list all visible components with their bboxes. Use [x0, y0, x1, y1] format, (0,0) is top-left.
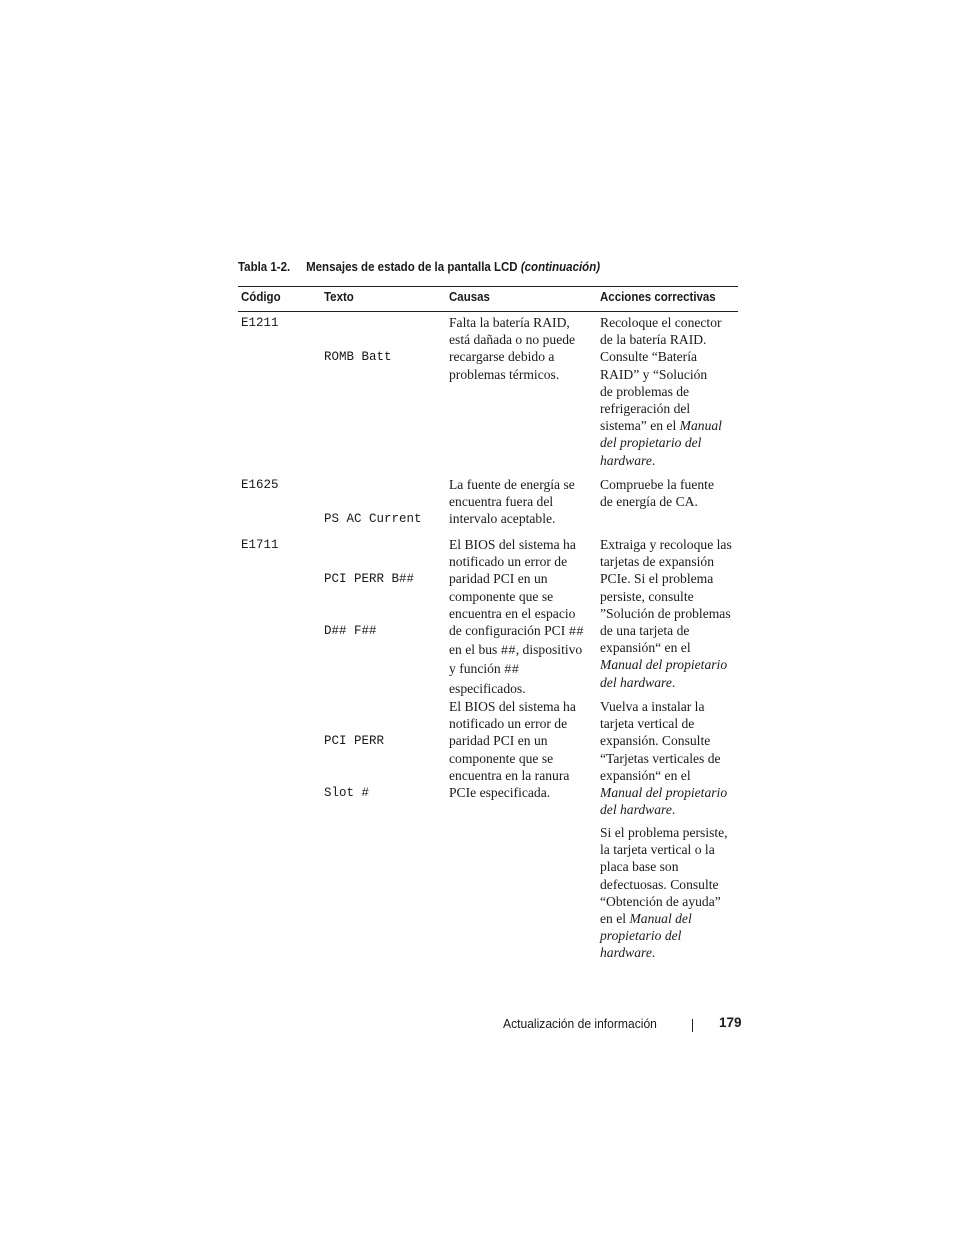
row-text [324, 315, 392, 384]
action-line: de problemas de [600, 383, 690, 399]
cause-line: problemas térmicos. [449, 366, 560, 382]
text-line: Slot # [324, 786, 370, 801]
caption-continued: (continuación) [520, 260, 601, 274]
cause-line: encuentra fuera del [449, 494, 554, 510]
action-line: expansión“ en el [600, 767, 691, 783]
header-acciones: Acciones correctivas [600, 290, 716, 304]
footer-separator [692, 1019, 693, 1032]
cause-line: PCIe especificada. [449, 785, 551, 801]
action-line: refrigeración del [600, 401, 691, 417]
action-line: “Tarjetas verticales de [600, 750, 721, 766]
action-line: de una tarjeta de [600, 623, 690, 639]
action-line: tarjetas de expansión [600, 554, 714, 570]
cause-line: La fuente de energía se [449, 477, 575, 492]
caption-number: Tabla 1-2. [238, 260, 291, 274]
action-line: la tarjeta vertical o la [600, 842, 715, 858]
cause-line: de configuración PCI ## [449, 623, 584, 640]
action-line: Si el problema persiste, [600, 825, 728, 840]
text-line: PCI PERR B## [324, 572, 415, 587]
cause-line: y función ## [449, 661, 520, 678]
manual-reference: del propietario del [600, 435, 702, 451]
cause-line: intervalo aceptable. [449, 511, 556, 527]
row-code: E1711 [241, 538, 279, 552]
row-text [324, 699, 384, 819]
cause-line: componente que se [449, 750, 554, 766]
action-ref-lead: en el [600, 911, 627, 927]
row-action: Recoloque el conector de la batería RAID. Consulte “Batería RAID” y “Solución de problemas de refrigeración del sistema” en el Manual del propietario del hardware. [600, 315, 722, 468]
cause-line: Falta la batería RAID, [449, 315, 570, 330]
action-line: expansión. Consulte [600, 733, 711, 749]
row-cause [449, 476, 575, 528]
cause-line: está dañada o no puede [449, 332, 576, 348]
row-text [324, 477, 422, 546]
manual-reference: Manual del [629, 911, 692, 927]
manual-reference: Manual [679, 418, 722, 434]
manual-reference: del hardware [600, 674, 672, 690]
manual-reference: hardware [600, 945, 652, 961]
action-line: RAID” y “Solución [600, 366, 708, 382]
header-codigo: Código [241, 290, 281, 304]
action-line: tarjeta vertical de [600, 716, 695, 732]
cause-line: paridad PCI en un [449, 733, 548, 749]
cause-line: recargarse debido a [449, 349, 555, 365]
action-line: Recoloque el conector [600, 315, 722, 330]
row-action-continued: Si el problema persiste, la tarjeta vertical o la placa base son defectuosas. Consulte “Obtención de ayuda” en el Manual del propietario del hardware. [600, 825, 728, 961]
header-bottom-rule [238, 311, 738, 312]
row-cause [449, 314, 575, 383]
text-line: ROMB Batt [324, 350, 392, 365]
cause-line: El BIOS del sistema ha [449, 699, 576, 714]
action-line: PCIe. Si el problema [600, 571, 714, 587]
manual-reference: Manual del propietario [600, 657, 728, 673]
row-code: E1625 [241, 478, 279, 492]
cause-line: notificado un error de [449, 554, 568, 570]
manual-reference: Manual del propietario [600, 785, 728, 801]
action-line [600, 910, 728, 927]
placeholder-code: ## [504, 663, 520, 678]
caption-title: Mensajes de estado de la pantalla LCD [306, 260, 518, 274]
action-line: persiste, consulte [600, 588, 694, 604]
header-causas: Causas [449, 290, 490, 304]
action-line: defectuosas. Consulte [600, 876, 719, 892]
action-line: expansión“ en el [600, 640, 691, 656]
text-line: PCI PERR [324, 734, 385, 749]
footer-section-title: Actualización de información [503, 1016, 657, 1031]
manual-reference: del hardware [600, 802, 672, 818]
action-line [600, 417, 722, 434]
cause-line: notificado un error de [449, 716, 568, 732]
cause-line: encuentra en la ranura [449, 767, 570, 783]
row-action [600, 476, 714, 510]
row-cause [449, 698, 576, 801]
cause-line: encuentra en el espacio [449, 605, 576, 621]
placeholder-code: ## [568, 625, 584, 640]
action-line: placa base son [600, 859, 679, 875]
row-text [324, 537, 414, 657]
action-line: de energía de CA. [600, 494, 698, 510]
action-line: Compruebe la fuente [600, 477, 714, 492]
row-code: E1211 [241, 316, 279, 330]
cause-line: especificados. [449, 680, 526, 696]
table-caption [238, 260, 600, 274]
row-action: Vuelva a instalar la tarjeta vertical de expansión. Consulte “Tarjetas verticales de expansión“ en el Manual del propietario del hardware. [600, 699, 728, 818]
action-line: Consulte “Batería [600, 349, 698, 365]
cause-line: en el bus ##, dispositivo [449, 642, 583, 659]
action-line: de la batería RAID. [600, 332, 707, 348]
cause-line: paridad PCI en un [449, 571, 548, 587]
page-number: 179 [719, 1015, 742, 1030]
text-line: PS AC Current [324, 512, 422, 527]
row-action: Extraiga y recoloque las tarjetas de expansión PCIe. Si el problema persiste, consulte ”Solución de problemas de una tarjeta de expansión“ en el Manual del propietario del hardware. [600, 537, 732, 690]
action-line: “Obtención de ayuda” [600, 893, 721, 909]
cause-line: componente que se [449, 588, 554, 604]
action-ref-lead: sistema” en el [600, 418, 677, 434]
placeholder-code: ## [500, 644, 516, 659]
manual-reference: hardware [600, 452, 652, 468]
cause-line: El BIOS del sistema ha [449, 537, 576, 552]
action-line: Vuelva a instalar la [600, 699, 705, 714]
manual-reference: propietario del [600, 928, 682, 944]
action-line: Extraiga y recoloque las [600, 537, 732, 552]
action-line: ”Solución de problemas [600, 605, 731, 621]
row-cause [449, 536, 584, 697]
table-top-rule [238, 286, 738, 287]
header-texto: Texto [324, 290, 354, 304]
text-line: D## F## [324, 624, 377, 639]
